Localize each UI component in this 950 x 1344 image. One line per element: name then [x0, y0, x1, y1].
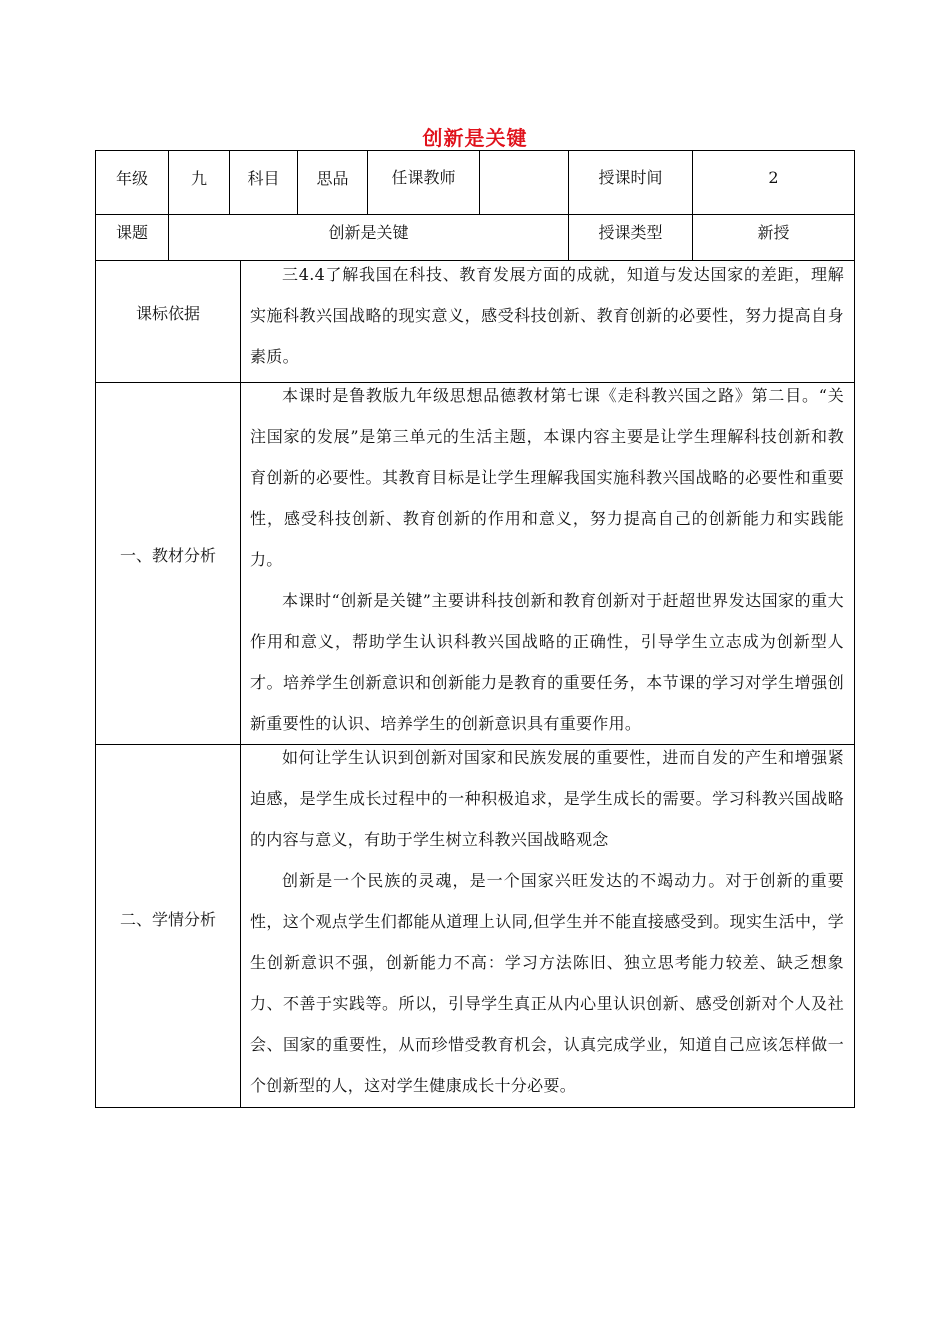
paragraph: 创新是一个民族的灵魂，是一个国家兴旺发达的不竭动力。对于创新的重要性，这个观点学生们都能从道理上认同,但学生并不能直接感受到。现实生活中，学生创新意识不强，创新能力不高：学习方法陈旧、独立思考能力较差、缺乏想象力、不善于实践等。所以，引导学生真正从内心里认识创新、感受创新对个人及社会、国家的重要性，从而珍惜受教育机会，认真完成学业，知道自己应该怎样做一个创新型的人，这对学生健康成长十分必要。: [250, 871, 844, 1095]
grade-value: 九: [190, 168, 207, 188]
learner-analysis-label: 二、学情分析: [119, 910, 216, 929]
time-value: 2: [768, 167, 779, 187]
material-analysis-text: [250, 375, 844, 744]
topic-label: 课题: [115, 222, 148, 242]
lesson-plan-table: [95, 150, 855, 1108]
teacher-label: 任课教师: [391, 167, 456, 187]
teacher-value: [480, 151, 568, 206]
material-analysis-label: 一、教材分析: [119, 546, 216, 565]
subject-label: 科目: [247, 168, 280, 188]
type-label: 授课类型: [598, 222, 663, 242]
time-label: 授课时间: [598, 167, 663, 187]
document-title: 创新是关键: [422, 126, 528, 150]
column-divider: [240, 260, 241, 1108]
grade-label: 年级: [115, 168, 148, 188]
type-value: 新授: [757, 222, 790, 242]
standard-text: [250, 254, 844, 377]
topic-value: 创新是关键: [328, 222, 409, 242]
paragraph: 如何让学生认识到创新对国家和民族发展的重要性，进而自发的产生和增强紧迫感，是学生成长过程中的一种积极追求，是学生成长的需要。学习科教兴国战略的内容与意义，有助于学生树立科教兴国战略观念: [250, 748, 844, 849]
table-border-bottom: [95, 1107, 855, 1108]
paragraph: 本课时是鲁教版九年级思想品德教材第七课《走科教兴国之路》第二目。“关注国家的发展”是第三单元的生活主题，本课内容主要是让学生理解科技创新和教育创新的必要性。其教育目标是让学生理解我国实施科教兴国战略的必要性和重要性，感受科技创新、教育创新的作用和意义，努力提高自己的创新能力和实践能力。: [250, 386, 844, 569]
standard-label: 课标依据: [135, 304, 200, 323]
learner-analysis-text: [250, 737, 844, 1106]
paragraph: 三4.4了解我国在科技、教育发展方面的成就，知道与发达国家的差距，理解实施科教兴国战略的现实意义，感受科技创新、教育创新的必要性，努力提高自身素质。: [250, 265, 844, 366]
subject-value: 思品: [316, 168, 349, 188]
paragraph: 本课时“创新是关键”主要讲科技创新和教育创新对于赶超世界发达国家的重大作用和意义，帮助学生认识科教兴国战略的正确性，引导学生立志成为创新型人才。培养学生创新意识和创新能力是教育的重要任务，本节课的学习对学生增强创新重要性的认识、培养学生的创新意识具有重要作用。: [250, 591, 844, 733]
table-border-right: [854, 150, 855, 1108]
